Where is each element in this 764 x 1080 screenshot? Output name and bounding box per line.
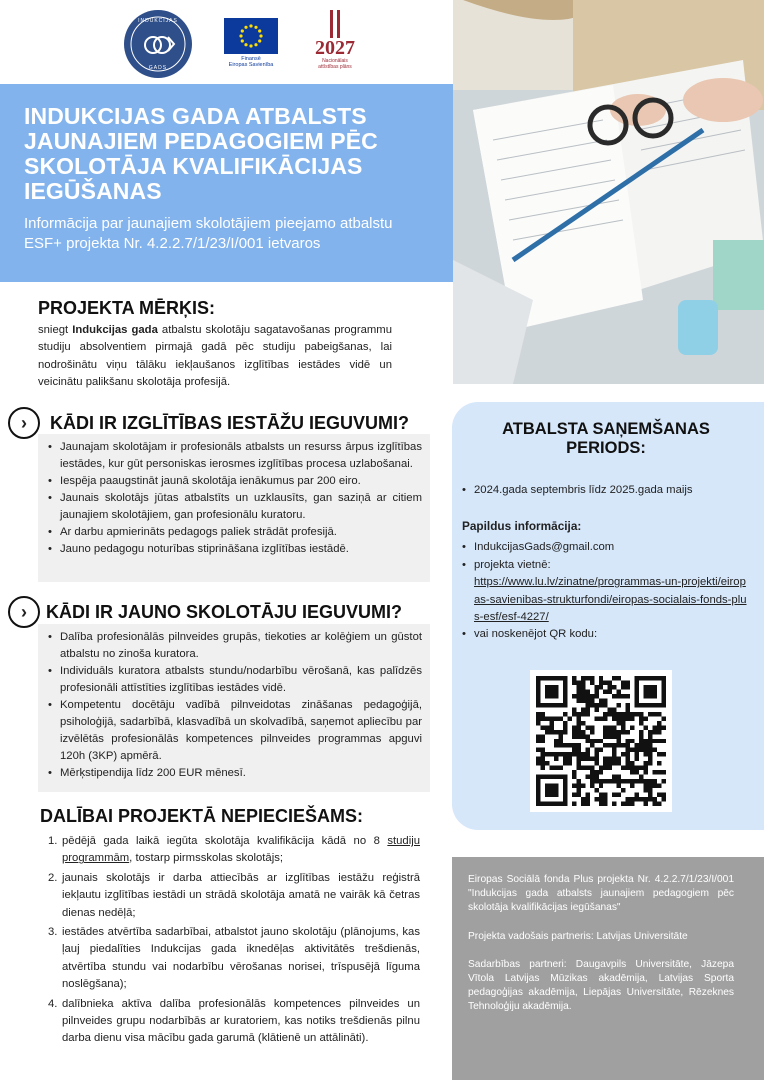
requirements-list	[48, 833, 420, 1050]
req-1-start: pēdējā gada laikā iegūta skolotāja kvalifikācija kādā no 8	[62, 835, 388, 847]
plan-caption-1: Nacionālais	[322, 58, 348, 64]
support-period-value: • 2024.gada septembris līdz 2025.gada maijs	[462, 482, 750, 499]
goal-text-end: atbalstu skolotāju sagatavošanas programmu studiju absolventiem pirmajā gadā pēc studiju pabeigšanas, lai nodrošinātu viņu tālāku iekļaušanos izglītības iestādes vidē un veicinātu palikšanu skolotāja profesijā.	[38, 324, 392, 389]
list-item: • Iespēja paaugstināt jaunā skolotāja ienākumus par 200 eiro.	[46, 473, 422, 490]
cooperation-partners: Sadarbības partneri: Daugavpils Universitāte, Jāzepa Vītola Latvijas Mūzikas akadēmija, Latvijas Sporta pedagoģijas akadēmija, Liepājas Universitāte, Rēzeknes Tehnoloģiju akadēmija.	[468, 958, 734, 1013]
header-logos	[0, 0, 453, 84]
list-item: 4. dalībnieka aktīva dalība profesionālās kompetences pilnveides un pilnveides grupu nodarbībās ar kuratoriem, kas notiks trešdienās pilnu darba dienu visa mācību gada garumā (klātienē un attālināti).	[48, 997, 420, 1045]
list-item: 1. pēdējā gada laikā iegūta skolotāja kvalifikācija kādā no 8 studiju programmām, tostarp pirmsskolas skolotājs;	[48, 835, 420, 865]
goal-heading: PROJEKTA MĒRĶIS:	[38, 298, 216, 318]
support-period-heading: ATBALSTA SAŅEMŠANAS PERIODS:	[502, 420, 710, 457]
list-item: • Dalība profesionālās pilnveides grupās, tiekoties ar kolēģiem un gūstot atbalstu no zinoša kuratora.	[46, 629, 422, 663]
study-programmes-link[interactable]: studiju programmām	[62, 835, 420, 865]
eu-logo	[222, 18, 280, 68]
list-item: • Mērķstipendija līdz 200 EUR mēnesī.	[46, 765, 422, 782]
eu-caption	[222, 56, 280, 68]
chevron-right-icon: ›	[8, 407, 40, 439]
list-item: • Individuāls kuratora atbalsts stundu/nodarbību vērošanā, kas palīdzēs profesionāli attīstīties izglītības iestādes vidē.	[46, 663, 422, 697]
contact-email[interactable]: • IndukcijasGads@gmail.com	[462, 539, 750, 556]
logo-text-top: INDUKCIJAS	[138, 18, 178, 24]
website-item	[462, 557, 750, 627]
list-item: 3. iestādes atvērtība sadarbībai, atbalstot jauno skolotāju (plānojums, kas ļauj piedalīties Indukcijas gada iknedēļas aktivitātēs trešdienās, atvērtība stundu vai nodarbību vērošanas norisei, trīspusējā līguma noslēgšana);	[48, 926, 420, 991]
induction-year-logo	[124, 10, 192, 78]
goal-text	[38, 322, 392, 392]
list-item: • Jauno pedagogu noturības stiprināšana izglītības iestādē.	[46, 541, 422, 558]
list-item: • Ar darbu apmierināts pedagogs paliek strādāt profesijā.	[46, 524, 422, 541]
list-item: • Kompetentu docētāju vadībā pilnveidotas zināšanas pedagoģijā, psiholoģijā, sadarbībā, klasvadībā un skolvadībā, saņemot apliecību par izvēlētās profesionālās kompetences pilnveides programmas apguvi 120h (3KP) apmērā.	[46, 697, 422, 765]
plan-year: 2027	[315, 37, 355, 59]
eu-flag-icon	[224, 18, 278, 54]
req-3-text: iestādes atvērtība sadarbībai, atbalstot jauno skolotāju (plānojums, kas ļauj piedalīties Indukcijas gada iknedēļas aktivitātēs trešdienās, atvērtība stundu vai nodarbību vērošanas norisei, trīspusējā līguma noslēgšana);	[62, 926, 420, 991]
chevron-right-icon: ›	[8, 596, 40, 628]
qr-code-icon	[536, 676, 666, 806]
qr-code[interactable]	[530, 670, 672, 812]
institution-benefits-heading: KĀDI IR IZGLĪTĪBAS IESTĀŽU IEGUVUMI?	[50, 412, 409, 433]
goal-text-start: sniegt	[38, 324, 73, 336]
national-plan-logo	[306, 10, 364, 70]
plan-bars-icon	[306, 10, 364, 38]
page-title: INDUKCIJAS GADA ATBALSTS JAUNAJIEM PEDAGOGIEM PĒC SKOLOTĀJA KVALIFIKĀCIJAS IEGŪŠANAS	[24, 103, 378, 204]
teacher-benefits-box	[38, 624, 430, 792]
req-1-end: , tostarp pirmsskolas skolotājs;	[129, 852, 283, 865]
eu-caption-line-1: Finansē	[241, 56, 261, 62]
qr-label: • vai noskenējot QR kodu:	[462, 626, 750, 643]
lead-partner: Projekta vadošais partneris: Latvijas Universitāte	[468, 930, 688, 942]
support-info-panel	[452, 402, 764, 830]
website-link[interactable]: https://www.lu.lv/zinatne/programmas-un-projekti/eiropas-savienibas-strukturfondi/eiropas-socialais-fonds-plus-esf/esf-4227/	[474, 576, 747, 624]
more-info-heading: Papildus informācija:	[462, 519, 582, 534]
goal-text-bold: Indukcijas gada	[72, 324, 158, 336]
req-2-text: jaunais skolotājs ir darba attiecībās ar izglītības iestāžu reģistrā iekļautu izglītības iestādi un strādā skolotāja amatā ne vairāk kā četras dienas nedēļā;	[62, 871, 420, 919]
hero-banner	[0, 84, 453, 282]
list-item: • Jaunajam skolotājam ir profesionāls atbalsts un resurss ārpus izglītības iestādes, kur gūt personiskas ierosmes izglītības procesa uzlabošanai.	[46, 439, 422, 473]
institution-benefits-box	[38, 434, 430, 582]
list-item: 2. jaunais skolotājs ir darba attiecībās ar izglītības iestāžu reģistrā iekļautu izglītības iestādi un strādā skolotāja amatā ne vairāk kā četras dienas nedēļā;	[48, 871, 420, 919]
page-subtitle: Informācija par jaunajiem skolotājiem pieejamo atbalstu ESF+ projekta Nr. 4.2.2.7/1/23/I/001 ietvaros	[24, 215, 393, 252]
logo-text-bottom: GADS	[148, 65, 168, 71]
project-description: Eiropas Sociālā fonda Plus projekta Nr. 4.2.2.7/1/23/I/001 "Indukcijas gada atbalsts jaunajiem pedagogiem pēc skolotāja kvalifikācijas iegūšanas"	[468, 874, 734, 914]
list-item: • Jaunais skolotājs jūtas atbalstīts un uzklausīts, gan saziņā ar citiem jaunajiem skolotājiem, gan profesionālu kuratoru.	[46, 490, 422, 524]
project-footer	[452, 857, 764, 1080]
teacher-benefits-heading: KĀDI IR JAUNO SKOLOTĀJU IEGUVUMI?	[46, 601, 403, 622]
plan-caption-2: attīstības plāns	[318, 64, 352, 70]
req-4-text: dalībnieka aktīva dalība profesionālās kompetences pilnveides un pilnveides grupu nodarbībās ar kuratoriem, kas notiks trešdienās pilnu darba dienu visa mācību gada garumā (klātienē un attālināti).	[62, 997, 420, 1045]
eu-caption-line-2: Eiropas Savienība	[228, 62, 274, 68]
student-reading-photo	[453, 0, 764, 384]
requirements-heading: DALĪBAI PROJEKTĀ NEPIECIEŠAMS:	[40, 806, 364, 826]
website-label: projekta vietnē:	[474, 558, 551, 571]
